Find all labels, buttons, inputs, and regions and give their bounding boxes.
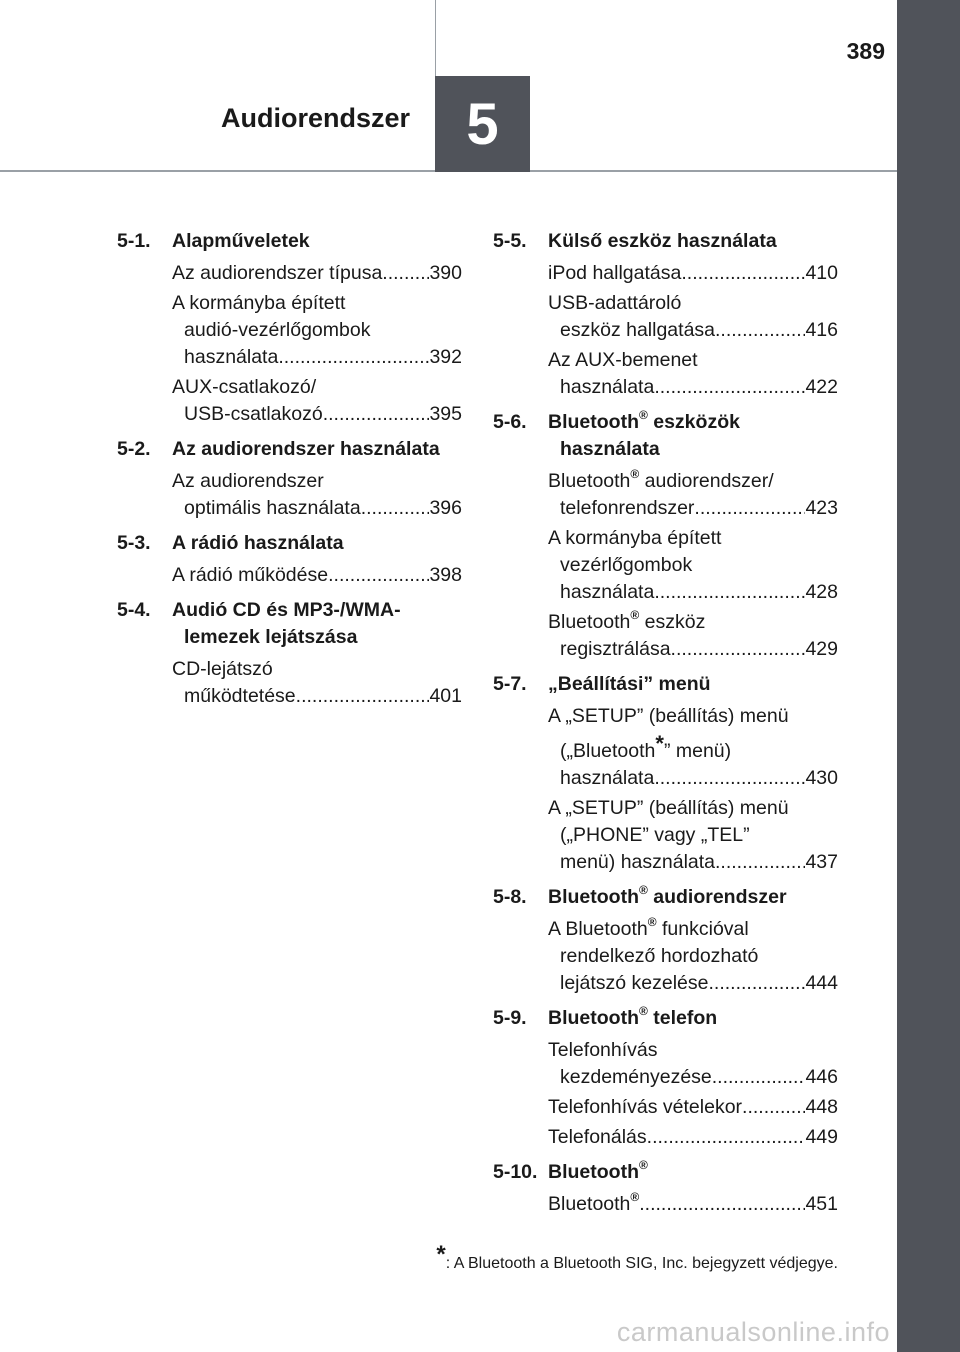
toc-entry[interactable]: Az audiorendszer típusa ..... 390 [172, 260, 462, 287]
registered-mark: ® [630, 467, 640, 481]
section-number: 5-4. [117, 599, 151, 621]
toc-entry[interactable]: A kormányba épített audió-vezérlőgombok használata ..... 392 [172, 290, 462, 371]
toc-entry[interactable]: USB-adattároló eszköz hallgatása ..... 416 [548, 290, 838, 344]
toc-entry[interactable]: Az audiorendszer optimális használata ..... 396 [172, 468, 462, 522]
section-title: „Beállítási” menü [548, 673, 711, 695]
toc-section-5-2 [117, 436, 462, 463]
toc-section-5-7 [493, 671, 838, 698]
entry-page: 396 [429, 497, 462, 519]
section-number: 5-3. [117, 532, 151, 554]
toc-entry[interactable]: CD-lejátszó működtetése ..... 401 [172, 656, 462, 710]
toc-entry[interactable]: Bluetooth® eszköz regisztrálása ..... 429 [548, 609, 838, 663]
section-number: 5-9. [493, 1007, 527, 1029]
section-title-cont: lemezek lejátszása [184, 626, 358, 648]
toc-section-5-5 [493, 228, 838, 255]
entry-page: 390 [429, 262, 462, 284]
section-title: Bluetooth [548, 1007, 639, 1029]
toc-section-5-8: 5-8. Bluetooth® audiorendszer [493, 884, 838, 911]
registered-mark: ® [630, 1190, 640, 1204]
toc-section-5-6: 5-6. Bluetooth® eszközök használata [493, 409, 838, 463]
toc-entry[interactable]: A Bluetooth® funkcióval rendelkező hordozható lejátszó kezelése ..... 444 [548, 916, 838, 997]
entry-page: 437 [805, 851, 838, 873]
entry-page: 448 [805, 1096, 838, 1118]
toc-entry[interactable]: Telefonhívás kezdeményezése ..... 446 [548, 1037, 838, 1091]
section-number: 5-2. [117, 438, 151, 460]
toc-section-5-3 [117, 530, 462, 557]
toc-section-5-10 [493, 1159, 838, 1186]
page-number: 389 [846, 38, 885, 64]
toc-entry[interactable]: A „SETUP” (beállítás) menü („PHONE” vagy „TEL” menü) használata ..... 437 [548, 795, 838, 876]
toc-entry[interactable]: Az AUX-bemenet használata ..... 422 [548, 347, 838, 401]
registered-mark: ® [630, 608, 640, 622]
section-number: 5-6. [493, 411, 527, 433]
toc-entry[interactable]: Telefonhívás vételekor ..... 448 [548, 1094, 838, 1121]
entry-page: 392 [429, 346, 462, 368]
chapter-side-tab [897, 0, 960, 1352]
section-number: 5-10. [493, 1161, 538, 1183]
toc-entry[interactable]: Bluetooth® ..... 451 [548, 1191, 838, 1218]
trademark-footnote [360, 1241, 838, 1273]
toc-entry[interactable]: AUX-csatlakozó/ USB-csatlakozó ..... 395 [172, 374, 462, 428]
entry-page: 430 [805, 767, 838, 789]
entry-page: 444 [805, 972, 838, 994]
asterisk-mark: * [436, 1241, 446, 1268]
toc-right-column [493, 228, 838, 1221]
chapter-title: Audiorendszer [220, 103, 410, 133]
section-number: 5-1. [117, 230, 151, 252]
registered-mark: ® [638, 1158, 648, 1172]
section-title: Külső eszköz használata [548, 230, 777, 252]
entry-page: 423 [805, 497, 838, 519]
entry-page: 428 [805, 581, 838, 603]
section-title: Alapműveletek [172, 230, 310, 252]
toc-entry[interactable]: A „SETUP” (beállítás) menü („Bluetooth*” menü) használata ..... 430 [548, 703, 838, 792]
chapter-number-box [435, 76, 530, 172]
toc-entry[interactable]: Bluetooth® audiorendszer/ telefonrendszer ..... 423 [548, 468, 838, 522]
registered-mark: ® [638, 883, 648, 897]
registered-mark: ® [638, 1004, 648, 1018]
entry-page: 401 [429, 685, 462, 707]
section-title: Bluetooth [548, 1161, 639, 1183]
section-title: Bluetooth [548, 886, 639, 908]
section-number: 5-8. [493, 886, 527, 908]
header-vertical-rule [435, 0, 436, 76]
entry-page: 446 [805, 1066, 838, 1088]
toc-section-5-4 [117, 597, 462, 651]
footnote-text: : A Bluetooth a Bluetooth SIG, Inc. bejegyzett védjegye. [445, 1255, 838, 1272]
section-title: Audió CD és MP3-/WMA- [172, 599, 401, 621]
entry-page: 395 [429, 403, 462, 425]
toc-entry[interactable]: iPod hallgatása ..... 410 [548, 260, 838, 287]
section-title: Az audiorendszer használata [172, 438, 440, 460]
entry-page: 398 [429, 564, 462, 586]
toc-entry[interactable]: A kormányba épített vezérlőgombok használata ..... 428 [548, 525, 838, 606]
section-number: 5-7. [493, 673, 527, 695]
entry-page: 451 [805, 1193, 838, 1215]
toc-entry[interactable]: Telefonálás ..... 449 [548, 1124, 838, 1151]
toc-section-5-1 [117, 228, 462, 255]
registered-mark: ® [647, 915, 657, 929]
toc-section-5-9: 5-9. Bluetooth® telefon [493, 1005, 838, 1032]
entry-page: 449 [805, 1126, 838, 1148]
chapter-number: 5 [466, 91, 499, 157]
registered-mark: ® [638, 408, 648, 422]
site-watermark: carmanualsonline.info [616, 1317, 890, 1347]
toc-left-column [117, 228, 462, 713]
asterisk-mark: * [655, 731, 664, 756]
entry-page: 416 [805, 319, 838, 341]
entry-page: 429 [805, 638, 838, 660]
entry-page: 410 [805, 262, 838, 284]
toc-entry[interactable]: A rádió működése ..... 398 [172, 562, 462, 589]
section-title: A rádió használata [172, 532, 344, 554]
entry-page: 422 [805, 376, 838, 398]
section-title: Bluetooth [548, 411, 639, 433]
section-number: 5-5. [493, 230, 527, 252]
section-title-cont: használata [560, 438, 660, 460]
